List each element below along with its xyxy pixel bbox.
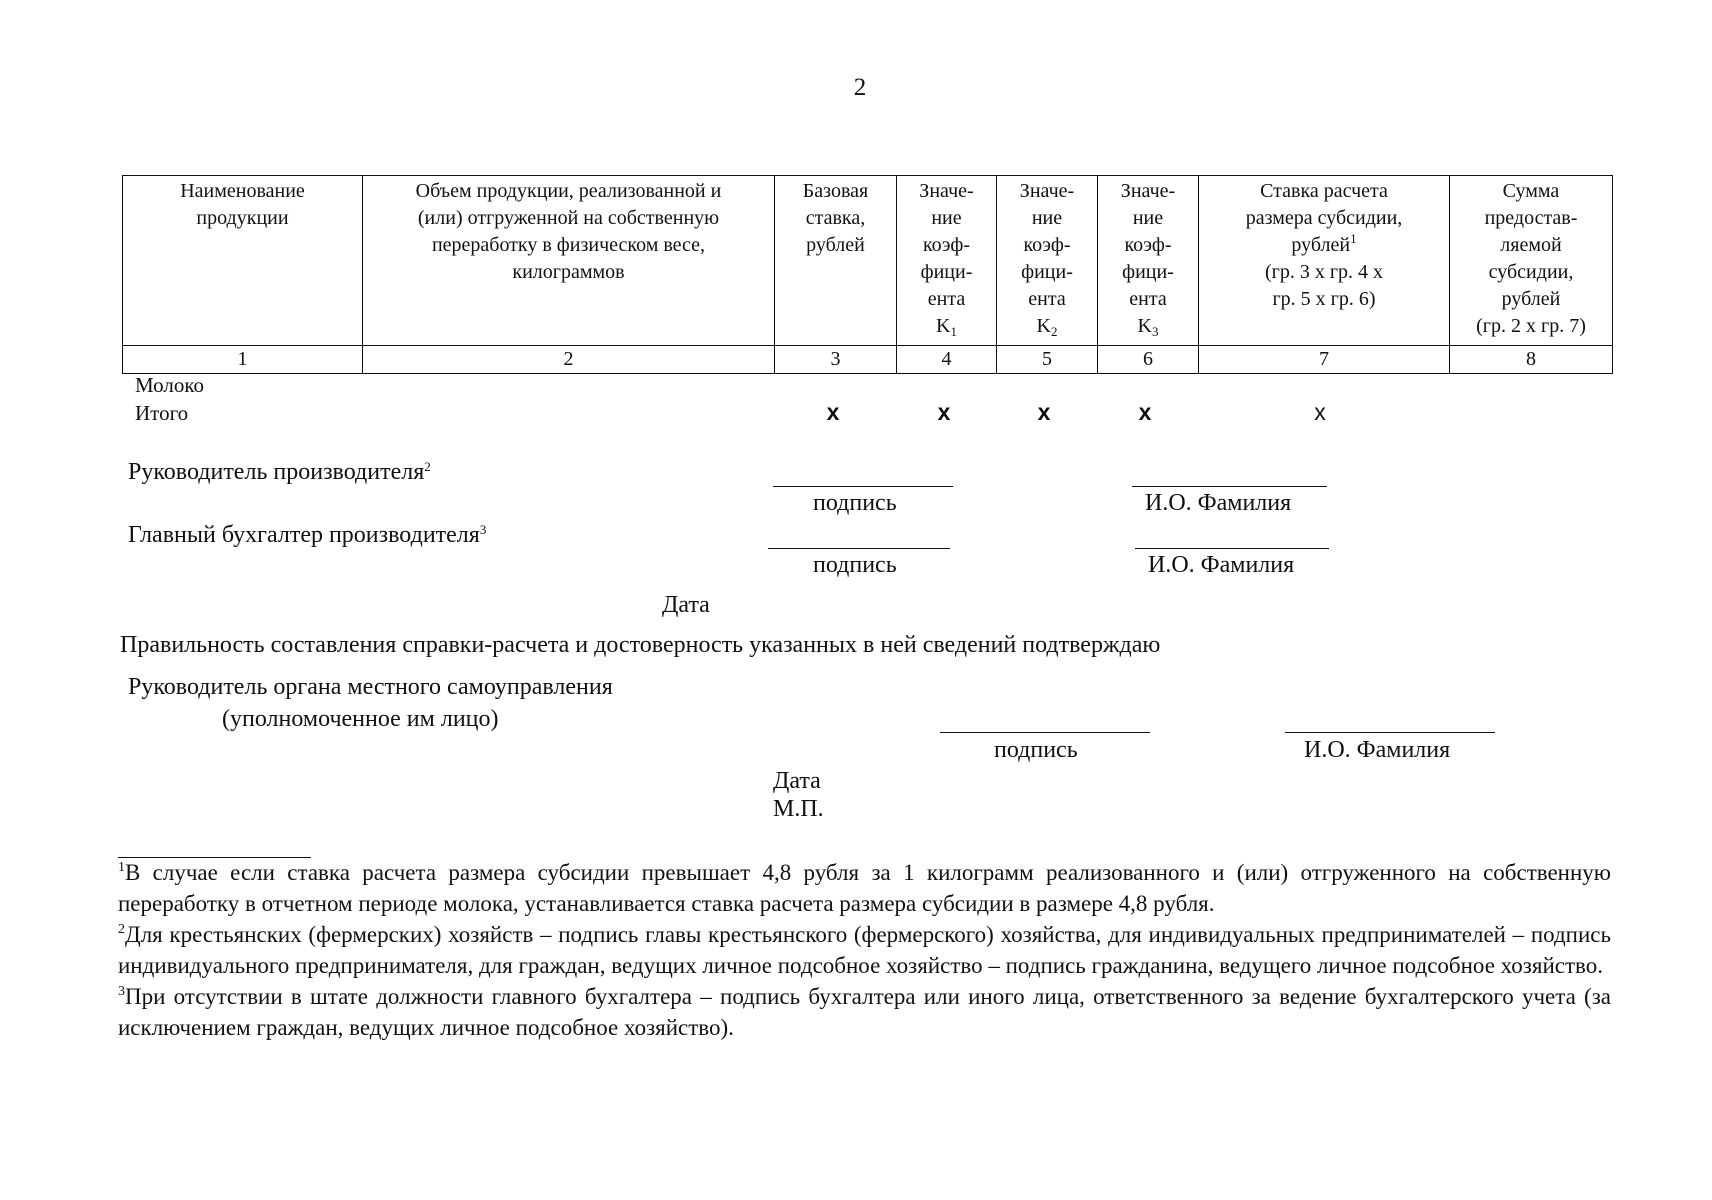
local-official-sublabel: (уполномоченное им лицо): [222, 706, 499, 732]
head-signature-caption: подпись: [813, 490, 897, 516]
official-signature-caption: подпись: [994, 737, 1078, 763]
column-number-row: [123, 346, 1613, 374]
stamp-label: М.П.: [773, 796, 824, 822]
column-number: 3: [775, 346, 897, 374]
x-mark-col4: x: [937, 399, 951, 425]
table-header-row: [123, 176, 1613, 346]
official-signature-line: [940, 732, 1150, 733]
accountant-signature-line: [768, 548, 950, 549]
header-coefficient-k1: Значе- ние коэф- фици- ента $K_1$: [897, 176, 997, 346]
footnote-1: $^1$В случае если ставка расчета размера субсидии превышает 4,8 рубля за 1 килограмм реализованного и (или) отгруженного на собственную переработку в отчетном периоде молока, устанавливается ставка расчета размера субсидии в размере 4,8 рубля.: [118, 860, 1611, 916]
column-number: 2: [363, 346, 775, 374]
header-base-rate: Базовая ставка, рублей: [775, 176, 897, 346]
column-number: 4: [897, 346, 997, 374]
head-name-line: [1132, 486, 1327, 487]
head-name-caption: И.О. Фамилия: [1145, 490, 1292, 516]
header-coefficient-k2: Значе- ние коэф- фици- ента $K_2$: [997, 176, 1098, 346]
accountant-name-line: [1135, 548, 1329, 549]
footnote-2: $^2$Для крестьянских (фермерских) хозяйств – подпись главы крестьянского (фермерского) хозяйства, для индивидуальных предпринимателей – подпись индивидуального предпринимателя, для граждан, ведущих личное подсобное хозяйство – подпись гражданина, ведущего личное подсобное хозяйство.: [118, 922, 1611, 978]
row-label-milk: Молоко: [135, 373, 204, 397]
column-number: 6: [1098, 346, 1199, 374]
local-official-label: Руководитель органа местного самоуправления: [128, 674, 613, 700]
accountant-name-caption: И.О. Фамилия: [1148, 552, 1295, 578]
producer-date-label: Дата: [662, 592, 710, 618]
page-number: 2: [853, 74, 867, 101]
official-date-label: Дата: [773, 768, 821, 794]
x-mark-col7: x: [1314, 399, 1326, 425]
subsidy-calculation-table: [122, 175, 1613, 374]
column-number: 5: [997, 346, 1098, 374]
footnote-3: $^3$При отсутствии в штате должности главного бухгалтера – подпись бухгалтера или иного лица, ответственного за ведение бухгалтерского учета (за исключением граждан, ведущих личное подсобное хозяйство).: [118, 984, 1611, 1040]
x-mark-col6: x: [1138, 399, 1152, 425]
official-name-caption: И.О. Фамилия: [1304, 737, 1451, 763]
footnotes: [118, 857, 1611, 1043]
official-name-line: [1285, 732, 1495, 733]
head-signature-line: [773, 486, 953, 487]
header-product-name: Наименование продукции: [123, 176, 363, 346]
header-volume: Объем продукции, реализованной и (или) отгруженной на собственную переработку в физическом весе, килограммов: [363, 176, 775, 346]
header-subsidy-rate: Ставка расчета размера субсидии, рублей$^1$ (гр. 3 х гр. 4 х гр. 5 х гр. 6): [1199, 176, 1450, 346]
x-mark-col5: x: [1037, 399, 1051, 425]
accountant-signature-caption: подпись: [813, 552, 897, 578]
x-mark-col3: x: [826, 399, 840, 425]
header-subsidy-amount: Сумма предостав- ляемой субсидии, рублей (гр. 2 х гр. 7): [1450, 176, 1613, 346]
column-number: 7: [1199, 346, 1450, 374]
confirmation-text: Правильность составления справки-расчета и достоверность указанных в ней сведений подтверждаю: [120, 632, 1161, 658]
head-of-producer-label: Руководитель производителя$^2$: [128, 459, 431, 485]
row-label-total: Итого: [135, 401, 189, 425]
column-number: 8: [1450, 346, 1613, 374]
header-coefficient-k3: Значе- ние коэф- фици- ента $K_3$: [1098, 176, 1199, 346]
column-number: 1: [123, 346, 363, 374]
chief-accountant-label: Главный бухгалтер производителя$^3$: [128, 522, 487, 548]
